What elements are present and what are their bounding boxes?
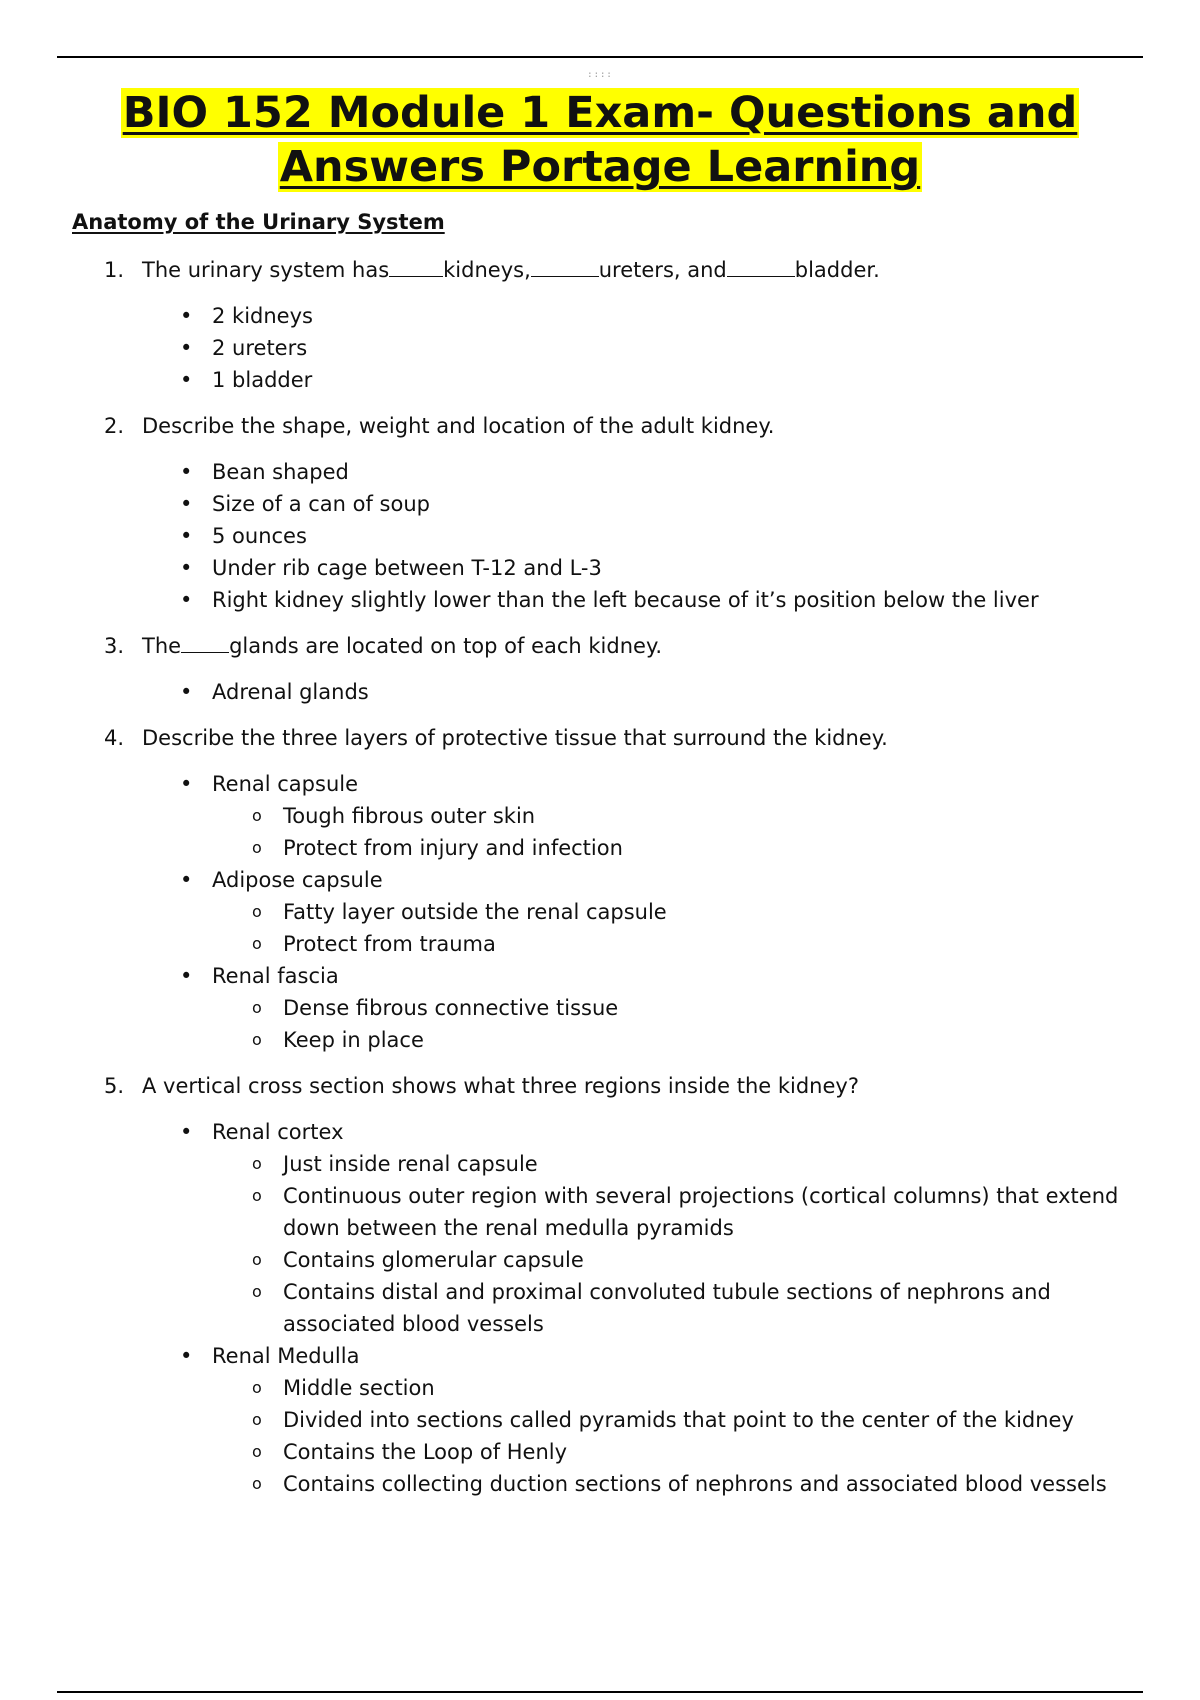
answer-item: • Right kidney slightly lower than the left because of it’s position below the liver <box>72 584 1138 616</box>
sub-item: o Continuous outer region with several projections (cortical columns) that extend down between the renal medulla pyramids <box>72 1180 1138 1244</box>
question-4 <box>72 722 1138 754</box>
circle-bullet-icon: o <box>252 902 262 921</box>
bullet-icon: • <box>180 524 193 548</box>
title-line-1: BIO 152 Module 1 Exam- Questions and <box>122 88 1078 138</box>
sub-item: o Middle section <box>72 1372 1138 1404</box>
sub-list <box>72 896 1138 960</box>
bullet-icon: • <box>180 336 193 360</box>
bullet-icon: • <box>180 556 193 580</box>
circle-bullet-icon: o <box>252 838 262 857</box>
answer-item: • Size of a can of soup <box>72 488 1138 520</box>
sub-item: o Protect from injury and infection <box>72 832 1138 864</box>
answer-item: • 5 ounces <box>72 520 1138 552</box>
circle-bullet-icon: o <box>252 1410 262 1429</box>
question-5 <box>72 1070 1138 1102</box>
fill-blank <box>181 651 229 653</box>
answer-item: • 2 kidneys <box>72 300 1138 332</box>
question-3 <box>72 630 1138 662</box>
question-text-part: The urinary system has <box>142 258 390 282</box>
circle-bullet-icon: o <box>252 998 262 1017</box>
answer-item: • 1 bladder <box>72 364 1138 396</box>
sub-item: o Contains collecting duction sections of nephrons and associated blood vessels <box>72 1468 1138 1500</box>
bullet-icon: • <box>180 868 193 892</box>
question-1 <box>72 254 1138 286</box>
title-line-2: Answers Portage Learning <box>279 142 921 192</box>
question-number: 5. <box>104 1074 125 1098</box>
circle-bullet-icon: o <box>252 1378 262 1397</box>
answer-item: • Renal Medulla o Middle section o Divided into sections called pyramids that point to the center of the kidney o Contains the Loop of Henly o Contains collecting duction sections of nephrons and associated blood vessels <box>72 1340 1138 1500</box>
sub-item: o Contains the Loop of Henly <box>72 1436 1138 1468</box>
bottom-rule <box>57 1691 1143 1693</box>
bullet-icon: • <box>180 964 193 988</box>
question-text: Describe the shape, weight and location of the adult kidney. <box>142 414 775 438</box>
sub-item: o Tough fibrous outer skin <box>72 800 1138 832</box>
question-text-part: glands are located on top of each kidney. <box>229 634 663 658</box>
answer-item: • 2 ureters <box>72 332 1138 364</box>
bullet-icon: • <box>180 772 193 796</box>
sub-item: o Divided into sections called pyramids that point to the center of the kidney <box>72 1404 1138 1436</box>
question-text: A vertical cross section shows what three regions inside the kidney? <box>142 1074 859 1098</box>
bullet-icon: • <box>180 1344 193 1368</box>
bullet-icon: • <box>180 588 193 612</box>
question-2 <box>72 410 1138 442</box>
circle-bullet-icon: o <box>252 1030 262 1049</box>
question-text-part: bladder. <box>794 258 880 282</box>
bullet-icon: • <box>180 492 193 516</box>
sub-list <box>72 800 1138 864</box>
sub-item: o Just inside renal capsule <box>72 1148 1138 1180</box>
question-text-part: kidneys, <box>443 258 531 282</box>
sub-item: o Contains glomerular capsule <box>72 1244 1138 1276</box>
question-text: Describe the three layers of protective tissue that surround the kidney. <box>142 726 888 750</box>
circle-bullet-icon: o <box>252 806 262 825</box>
answer-item: • Under rib cage between T-12 and L-3 <box>72 552 1138 584</box>
circle-bullet-icon: o <box>252 1186 262 1205</box>
circle-bullet-icon: o <box>252 1442 262 1461</box>
answer-item: • Adrenal glands <box>72 676 1138 708</box>
bullet-icon: • <box>180 680 193 704</box>
section-heading: Anatomy of the Urinary System <box>72 210 445 234</box>
sub-item: o Contains distal and proximal convoluted tubule sections of nephrons and associated blood vessels <box>72 1276 1138 1340</box>
question-number: 4. <box>104 726 125 750</box>
top-rule <box>57 56 1143 58</box>
answer-list-2 <box>72 456 1138 616</box>
page-title <box>60 86 1140 194</box>
fill-blank <box>389 275 443 277</box>
answer-item: • Renal fascia o Dense fibrous connective tissue o Keep in place <box>72 960 1138 1056</box>
sub-list <box>72 1148 1138 1340</box>
answer-item: • Renal cortex o Just inside renal capsule o Continuous outer region with several projections (cortical columns) that extend down between the renal medulla pyramids o Contains glomerular capsule o Contains distal and proximal convoluted tubule sections of nephrons and associated blood vessels <box>72 1116 1138 1340</box>
circle-bullet-icon: o <box>252 1154 262 1173</box>
bullet-icon: • <box>180 368 193 392</box>
fill-blank <box>531 275 599 277</box>
answer-list-3 <box>72 676 1138 708</box>
circle-bullet-icon: o <box>252 1250 262 1269</box>
answer-list-4 <box>72 768 1138 1056</box>
header-mark: :::: <box>587 70 613 80</box>
document-body <box>72 206 1138 1514</box>
sub-list <box>72 992 1138 1056</box>
question-number: 1. <box>104 258 125 282</box>
answer-list-5 <box>72 1116 1138 1500</box>
answer-list-1 <box>72 300 1138 396</box>
answer-item: • Bean shaped <box>72 456 1138 488</box>
answer-item: • Adipose capsule o Fatty layer outside the renal capsule o Protect from trauma <box>72 864 1138 960</box>
sub-item: o Keep in place <box>72 1024 1138 1056</box>
circle-bullet-icon: o <box>252 1282 262 1301</box>
question-number: 3. <box>104 634 125 658</box>
question-text-part: ureters, and <box>598 258 727 282</box>
circle-bullet-icon: o <box>252 1474 262 1493</box>
sub-item: o Protect from trauma <box>72 928 1138 960</box>
circle-bullet-icon: o <box>252 934 262 953</box>
bullet-icon: • <box>180 304 193 328</box>
question-text-part: The <box>142 634 182 658</box>
answer-item: • Renal capsule o Tough fibrous outer skin o Protect from injury and infection <box>72 768 1138 864</box>
question-number: 2. <box>104 414 125 438</box>
sub-item: o Fatty layer outside the renal capsule <box>72 896 1138 928</box>
sub-list <box>72 1372 1138 1500</box>
fill-blank <box>727 275 795 277</box>
bullet-icon: • <box>180 460 193 484</box>
bullet-icon: • <box>180 1120 193 1144</box>
sub-item: o Dense fibrous connective tissue <box>72 992 1138 1024</box>
